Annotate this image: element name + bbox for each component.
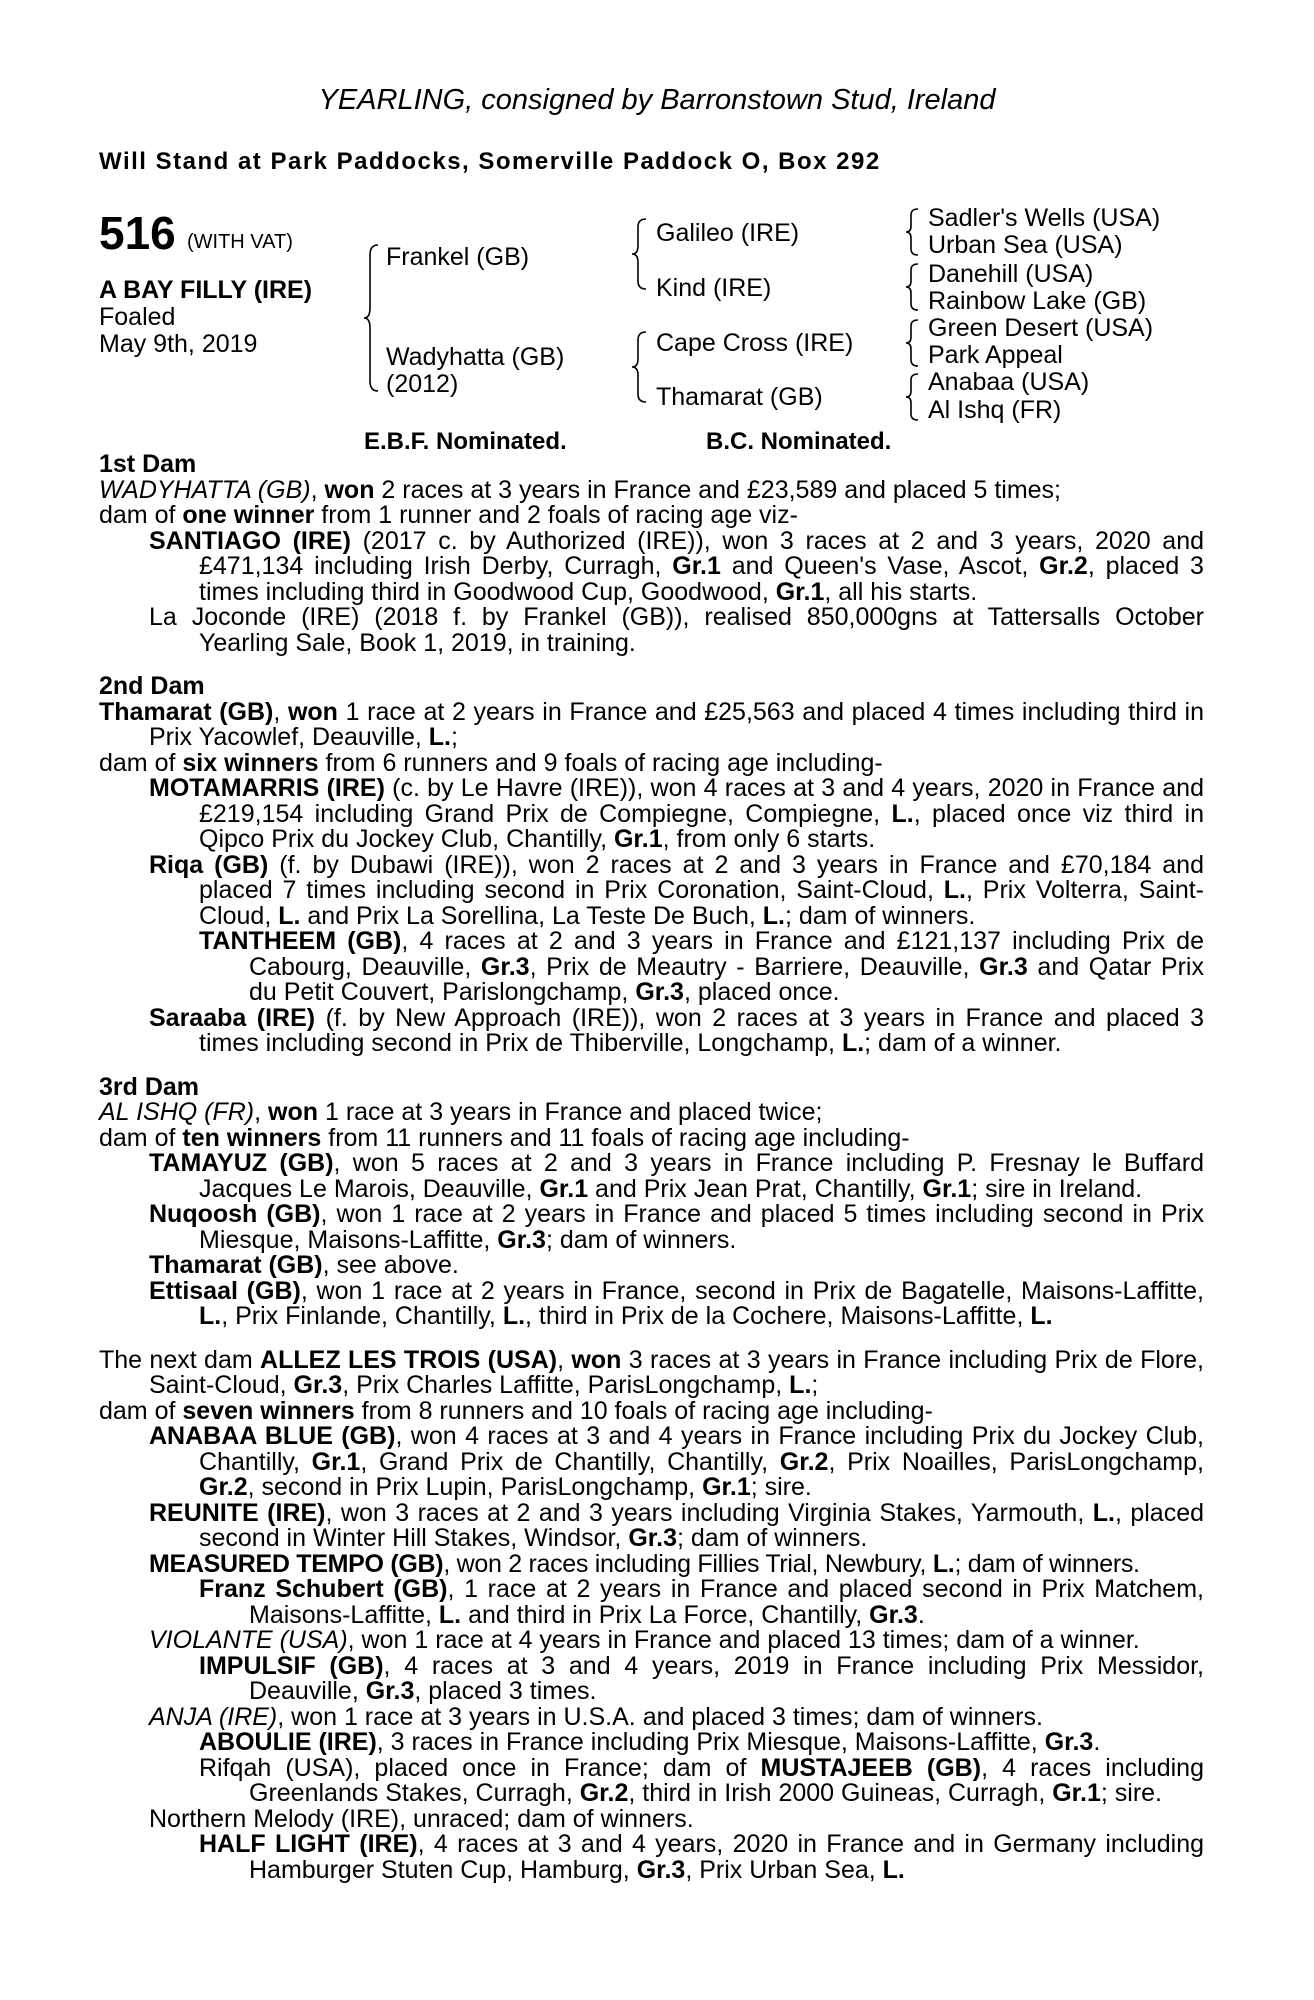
horse-name: IMPULSIF (GB) [199,1651,384,1680]
produce-entry: REUNITE (IRE), won 3 races at 2 and 3 years including Virginia Stakes, Yarmouth, L., placed second in Winter Hill Stakes, Windsor, Gr.3; dam of winners. [149,1498,1205,1552]
horse-name: TANTHEEM (GB) [199,927,402,955]
foaled-label: Foaled [99,303,176,331]
pedigree-g4: Rainbow Lake (GB) [928,287,1147,315]
pedigree-brace-g3 [906,318,920,368]
next-dam-name: ALLEZ LES TROIS (USA) [260,1345,558,1374]
next-dam-line: The next dam ALLEZ LES TROIS (USA), won 3 races at 3 years in France including Prix de Flore, Saint-Cloud, Gr.3, Prix Charles Laffitte, ParisLongchamp, L.; [99,1345,1204,1399]
pedigree-g6: Park Appeal [928,341,1063,369]
pedigree-brace-g1 [906,207,920,257]
pedigree-dam: Wadyhatta (GB) [386,343,565,371]
produce-entry: Ettisaal (GB), won 1 race at 2 years in France, second in Prix de Bagatelle, Maisons-Laffitte, L., Prix Finlande, Chantilly, L., third in Prix de la Cochere, Maisons-Laffitte, L. [149,1276,1204,1330]
horse-name: Riqa (GB) [149,850,269,879]
horse-name: TAMAYUZ (GB) [149,1149,334,1177]
produce-entry: Thamarat (GB), see above. [149,1251,459,1279]
horse-name: REUNITE (IRE) [149,1498,326,1527]
third-dam-name: AL ISHQ (FR) [99,1098,255,1126]
horse-name: ANABAA BLUE (GB) [149,1422,396,1450]
produce-entry: TAMAYUZ (GB), won 5 races at 2 and 3 years in France including P. Fresnay le Buffard Jacques Le Marois, Deauville, Gr.1 and Prix Jean Prat, Chantilly, Gr.1; sire in Ireland. [149,1149,1204,1203]
produce-entry: ANJA (IRE), won 1 race at 3 years in U.S.A. and placed 3 times; dam of winners. [149,1702,1043,1731]
produce-entry: Nuqoosh (GB), won 1 race at 2 years in France and placed 5 times including second in Prix Miesque, Maisons-Laffitte, Gr.3; dam of winners. [149,1200,1204,1254]
bc-nominated: B.C. Nominated. [706,428,892,455]
next-dam-produce-line: dam of seven winners from 8 runners and 10 foals of racing age including- [99,1396,933,1425]
third-dam-heading: 3rd Dam [99,1072,200,1101]
horse-name: MEASURED TEMPO (GB) [149,1549,444,1578]
pedigree-dam-dam: Thamarat (GB) [656,383,823,411]
horse-name: Saraaba (IRE) [149,1003,316,1032]
horse-name: Nuqoosh (GB) [149,1200,321,1228]
pedigree-sire-dam: Kind (IRE) [656,274,772,302]
second-dam-line: Thamarat (GB), won 1 race at 2 years in France and £25,563 and placed 4 times including third in Prix Yacowlef, Deauville, L.; [99,697,1204,751]
horse-name: Franz Schubert (GB) [199,1575,448,1603]
foaled-date: May 9th, 2019 [99,330,258,358]
pedigree-g3: Danehill (USA) [928,260,1094,288]
produce-entry: Saraaba (IRE) (f. by New Approach (IRE)), won 2 races at 3 years in France and placed 3 times including second in Prix de Thiberville, Longchamp, L.; dam of a winner. [149,1003,1205,1057]
produce-entry: ANABAA BLUE (GB), won 4 races at 3 and 4 years in France including Prix du Jockey Club, Chantilly, Gr.1, Grand Prix de Chantilly, Chantilly, Gr.2, Prix Noailles, ParisLongchamp, Gr.2, second in Prix Lupin, ParisLongchamp, Gr.1; sire. [149,1422,1204,1501]
produce-entry: Rifqah (USA), placed once in France; dam of MUSTAJEEB (GB), 4 races including Greenlands Stakes, Curragh, Gr.2, third in Irish 2000 Guineas, Curragh, Gr.1; sire. [199,1753,1204,1807]
produce-entry: ABOULIE (IRE), 3 races in France including Prix Miesque, Maisons-Laffitte, Gr.3. [199,1728,1101,1756]
produce-entry: MOTAMARRIS (IRE) (c. by Le Havre (IRE)), won 4 races at 3 and 4 years, 2020 in France and £219,154 including Grand Prix de Compiegne, Compiegne, L., placed once viz third in Qipco Prix du Jockey Club, Chantilly, Gr.1, from only 6 starts. [149,774,1204,853]
horse-name: MUSTAJEEB (GB) [760,1753,982,1782]
pedigree-dam-year: (2012) [386,370,459,398]
horse-name: ABOULIE (IRE) [199,1728,377,1756]
produce-entry: La Joconde (IRE) (2018 f. by Frankel (GB)), realised 850,000gns at Tattersalls October Yearling Sale, Book 1, 2019, in training. [149,603,1204,657]
third-dam-line: AL ISHQ (FR), won 1 race at 3 years in France and placed twice; [99,1098,823,1126]
produce-entry: HALF LIGHT (IRE), 4 races at 3 and 4 years, 2020 in France and in Germany including Hamburger Stuten Cup, Hamburg, Gr.3, Prix Urban Sea, L. [199,1830,1205,1884]
produce-entry: VIOLANTE (USA), won 1 race at 4 years in France and placed 13 times; dam of a winner. [149,1626,1140,1654]
first-dam-produce-line: dam of one winner from 1 runner and 2 foals of racing age viz- [99,501,798,529]
pedigree-brace-main [364,243,384,393]
second-dam-name: Thamarat (GB) [99,697,274,726]
horse-name: HALF LIGHT (IRE) [199,1830,418,1858]
pedigree-brace-g4 [906,372,920,422]
header-title: YEARLING, consigned by Barronstown Stud, Ireland [318,84,996,116]
catalogue-body [99,452,1204,1883]
horse-name: VIOLANTE (USA) [149,1626,348,1654]
pedigree-g2: Urban Sea (USA) [928,231,1123,259]
ebf-nominated: E.B.F. Nominated. [364,428,567,455]
first-dam-heading: 1st Dam [99,450,197,478]
horse-name: Thamarat (GB) [149,1251,323,1279]
pedigree-dam-sire: Cape Cross (IRE) [656,329,854,357]
header-location: Will Stand at Park Paddocks, Somerville Paddock O, Box 292 [99,148,881,175]
produce-entry: SANTIAGO (IRE) (2017 c. by Authorized (IRE)), won 3 races at 2 and 3 years, 2020 and £471,134 including Irish Derby, Curragh, Gr.1 and Queen's Vase, Ascot, Gr.2, placed 3 times including third in Goodwood Cup, Goodwood, Gr.1, all his starts. [149,526,1205,606]
produce-entry: Northern Melody (IRE), unraced; dam of winners. [149,1804,694,1833]
horse-name: MOTAMARRIS (IRE) [149,774,385,802]
lot-number: 516 [99,207,176,259]
produce-entry: Riqa (GB) (f. by Dubawi (IRE)), won 2 races at 2 and 3 years in France and £70,184 and placed 7 times including second in Prix Coronation, Saint-Cloud, L., Prix Volterra, Saint-Cloud, L. and Prix La Sorellina, La Teste De Buch, L.; dam of winners. [149,850,1205,930]
third-dam-produce-line: dam of ten winners from 11 runners and 11 foals of racing age including- [99,1123,910,1152]
produce-entry: IMPULSIF (GB), 4 races at 3 and 4 years, 2019 in France including Prix Messidor, Deauville, Gr.3, placed 3 times. [199,1651,1204,1705]
pedigree-g7: Anabaa (USA) [928,368,1090,396]
pedigree-brace-dam [632,330,650,404]
lot-name: A BAY FILLY (IRE) [99,276,313,304]
pedigree-brace-g2 [906,262,920,312]
lot-vat: (WITH VAT) [187,231,293,253]
first-dam-line: WADYHATTA (GB), won 2 races at 3 years in France and £23,589 and placed 5 times; [99,475,1062,504]
pedigree-sire: Frankel (GB) [386,243,530,271]
pedigree-sire-sire: Galileo (IRE) [656,219,800,247]
pedigree-g1: Sadler's Wells (USA) [928,204,1161,232]
produce-entry: TANTHEEM (GB), 4 races at 2 and 3 years in France and £121,137 including Prix de Cabourg, Deauville, Gr.3, Prix de Meautry - Barriere, Deauville, Gr.3 and Qatar Prix du Petit Couvert, Parislongchamp, Gr.3, placed once. [199,927,1204,1006]
produce-entry: Franz Schubert (GB), 1 race at 2 years in France and placed second in Prix Matchem, Maisons-Laffitte, L. and third in Prix La Force, Chantilly, Gr.3. [199,1575,1204,1629]
second-dam-produce-line: dam of six winners from 6 runners and 9 foals of racing age including- [99,748,883,777]
first-dam-name: WADYHATTA (GB) [99,475,311,504]
produce-entry: MEASURED TEMPO (GB), won 2 races including Fillies Trial, Newbury, L.; dam of winners. [149,1549,1140,1578]
horse-name: Ettisaal (GB) [149,1276,301,1305]
pedigree-g5: Green Desert (USA) [928,314,1154,342]
pedigree-g8: Al Ishq (FR) [928,396,1062,424]
horse-name: ANJA (IRE) [149,1702,278,1731]
horse-name: SANTIAGO (IRE) [149,526,351,555]
pedigree-brace-sire [632,217,650,291]
second-dam-heading: 2nd Dam [99,672,205,700]
